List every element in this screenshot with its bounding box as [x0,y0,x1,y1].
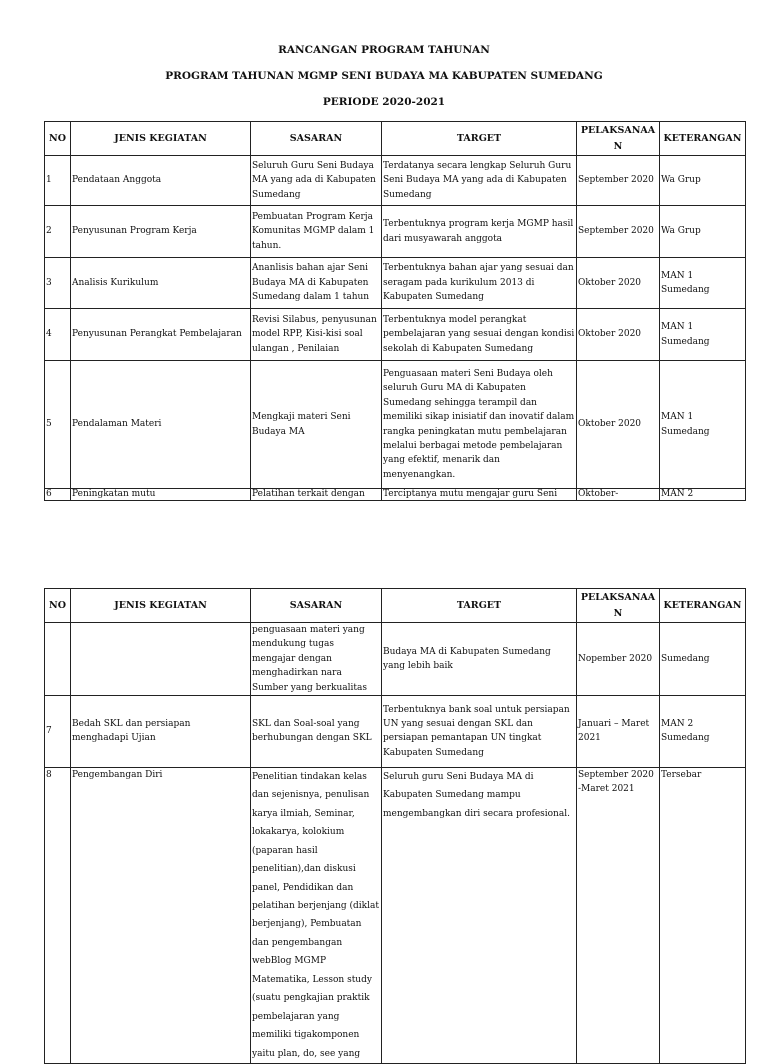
cell-sasaran: SKL dan Soal-soal yang berhubungan dengan SKL [251,695,382,767]
cell-target: Budaya MA di Kabupaten Sumedang yang lebih baik [382,623,577,696]
table-row [45,695,746,767]
cell-pelaksanaan: Oktober 2020 [577,309,660,361]
table-row [45,206,746,258]
cell-sasaran: Seluruh Guru Seni Budaya MA yang ada di Kabupaten Sumedang [251,156,382,206]
cell-sasaran: Mengkaji materi Seni Budaya MA [251,361,382,489]
header-keterangan: KETERANGAN [660,589,746,623]
cell-keterangan: MAN 1 Sumedang [660,361,746,489]
cell-keterangan: MAN 2 [660,489,746,501]
cell-jenis: Penyusunan Program Kerja [71,206,251,258]
cell-sasaran: Pembuatan Program Kerja Komunitas MGMP dalam 1 tahun. [251,206,382,258]
cell-jenis: Pendalaman Materi [71,361,251,489]
cell-no [45,623,71,696]
table-row [45,361,746,489]
header-target: TARGET [382,589,577,623]
cell-sasaran: penguasaan materi yang mendukung tugas mengajar dengan menghadirkan nara Sumber yang berkualitas [251,623,382,696]
cell-target: Terciptanya mutu mengajar guru Seni [382,489,577,501]
cell-pelaksanaan: Januari – Maret 2021 [577,695,660,767]
cell-jenis [71,623,251,696]
header-jenis-kegiatan: JENIS KEGIATAN [71,589,251,623]
doc-subtitle: PROGRAM TAHUNAN MGMP SENI BUDAYA MA KABUPATEN SUMEDANG [165,70,603,82]
table-row [45,309,746,361]
doc-period: PERIODE 2020-2021 [322,96,446,108]
cell-pelaksanaan: Oktober 2020 [577,258,660,309]
cell-pelaksanaan: September 2020 [577,156,660,206]
cell-pelaksanaan: Oktober 2020 [577,361,660,489]
doc-title: RANCANGAN PROGRAM TAHUNAN [278,44,490,56]
cell-keterangan: MAN 1 Sumedang [660,309,746,361]
table-row [45,767,746,1063]
cell-target: Terdatanya secara lengkap Seluruh Guru Seni Budaya MA yang ada di Kabupaten Sumedang [382,156,577,206]
cell-no: 5 [45,361,71,489]
cell-target: Terbentuknya bank soal untuk persiapan UN yang sesuai dengan SKL dan persiapan pemantapan UN tingkat Kabupaten Sumedang [382,695,577,767]
header-sasaran: SASARAN [251,122,382,156]
cell-target: Terbentuknya bahan ajar yang sesuai dan seragam pada kurikulum 2013 di Kabupaten Sumedang [382,258,577,309]
table-header-row [45,589,746,623]
cell-pelaksanaan: September 2020 [577,206,660,258]
cell-sasaran: Revisi Silabus, penyusunan model RPP, Kisi-kisi soal ulangan , Penilaian [251,309,382,361]
cell-jenis: Peningkatan mutu [71,489,251,501]
cell-jenis: Pendataan Anggota [71,156,251,206]
cell-no: 3 [45,258,71,309]
cell-jenis: Bedah SKL dan persiapan menghadapi Ujian [71,695,251,767]
cell-target: Terbentuknya model perangkat pembelajaran yang sesuai dengan kondisi sekolah di Kabupaten Sumedang [382,309,577,361]
cell-keterangan: Wa Grup [660,156,746,206]
cell-keterangan: Sumedang [660,623,746,696]
header-target: TARGET [382,122,577,156]
table-row [45,623,746,696]
table-row [45,156,746,206]
program-table-2 [44,588,746,1064]
cell-no: 7 [45,695,71,767]
table-header-row [45,122,746,156]
cell-keterangan: MAN 1 Sumedang [660,258,746,309]
cell-target: Terbentuknya program kerja MGMP hasil dari musyawarah anggota [382,206,577,258]
cell-jenis: Pengembangan Diri [71,767,251,1063]
table-row [45,489,746,501]
cell-jenis: Analisis Kurikulum [71,258,251,309]
cell-pelaksanaan: September 2020 -Maret 2021 [577,767,660,1063]
cell-keterangan: Tersebar [660,767,746,1063]
cell-keterangan: MAN 2 Sumedang [660,695,746,767]
cell-sasaran: Pelatihan terkait dengan [251,489,382,501]
cell-no: 1 [45,156,71,206]
header-keterangan: KETERANGAN [660,122,746,156]
table-row [45,258,746,309]
cell-sasaran: Penelitian tindakan kelas dan sejenisnya, penulisan karya ilmiah, Seminar, lokakarya, kolokium (paparan hasil penelitian),dan diskusi panel, Pendidikan dan pelatihan berjenjang (diklat berjenjang), Pembuatan dan pengembangan webBlog MGMP Matematika, Lesson study (suatu pengkajian praktik pembelajaran yang memiliki tigakomponen yaitu plan, do, see yang [251,767,382,1063]
cell-jenis: Penyusunan Perangkat Pembelajaran [71,309,251,361]
cell-target: Seluruh guru Seni Budaya MA di Kabupaten Sumedang mampu mengembangkan diri secara profesional. [382,767,577,1063]
cell-no: 8 [45,767,71,1063]
cell-no: 4 [45,309,71,361]
program-table-1 [44,121,746,501]
cell-pelaksanaan: Oktober- [577,489,660,501]
cell-target: Penguasaan materi Seni Budaya oleh seluruh Guru MA di Kabupaten Sumedang sehingga terampil dan memiliki sikap inisiatif dan inovatif dalam rangka peningkatan mutu pembelajaran melalui berbagai metode pembelajaran yang efektif, menarik dan menyenangkan. [382,361,577,489]
header-pelaksanaan: PELAKSANAA N [577,589,660,623]
header-no: NO [45,122,71,156]
cell-sasaran: Ananlisis bahan ajar Seni Budaya MA di Kabupaten Sumedang dalam 1 tahun [251,258,382,309]
header-pelaksanaan: PELAKSANAA N [577,122,660,156]
header-sasaran: SASARAN [251,589,382,623]
cell-no: 6 [45,489,71,501]
cell-keterangan: Wa Grup [660,206,746,258]
header-no: NO [45,589,71,623]
cell-no: 2 [45,206,71,258]
cell-pelaksanaan: Nopember 2020 [577,623,660,696]
header-jenis-kegiatan: JENIS KEGIATAN [71,122,251,156]
